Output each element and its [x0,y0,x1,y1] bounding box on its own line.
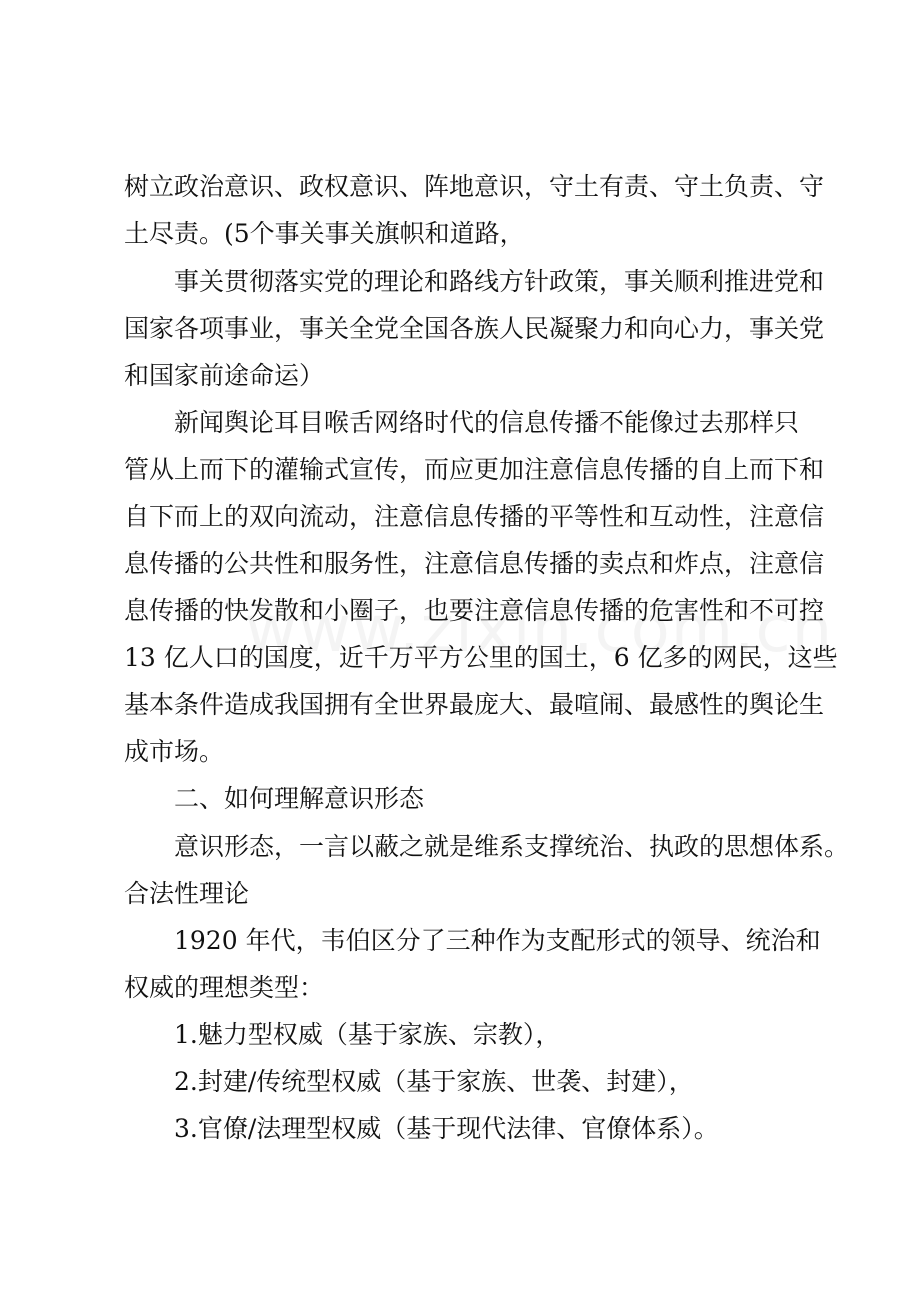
line-text: 息传播的公共性和服务性，注意信息传播的卖点和炸点，注意信 [124,549,825,578]
line-text: 基本条件造成我国拥有全世界最庞大、最喧闹、最感性的舆论生 [124,690,825,719]
line-text: 1.魅力型权威（基于家族、宗教）， [174,1020,561,1049]
line-text: 1920 年代，韦伯区分了三种作为支配形式的领导、统治和 [174,926,821,955]
text-line [0,685,920,725]
text-line [0,403,920,443]
text-line [0,167,920,207]
text-line [0,497,920,537]
text-line [0,214,920,254]
text-line [0,356,920,396]
text-line [0,921,920,961]
line-text: 意识形态，一言以蔽之就是维系支撑统治、执政的思想体系。 [174,832,850,861]
line-text: 3.官僚/法理型权威（基于现代法律、官僚体系）。 [174,1114,719,1143]
line-text: 2.封建/传统型权威（基于家族、世袭、封建）， [174,1067,694,1096]
line-text: 国家各项事业，事关全党全国各族人民凝聚力和向心力，事关党 [124,314,825,343]
line-text: 新闻舆论耳目喉舌网络时代的信息传播不能像过去那样只 [174,408,800,437]
text-line [0,732,920,772]
line-text: 事关贯彻落实党的理论和路线方针政策，事关顺利推进党和 [174,267,825,296]
text-line [0,262,920,302]
text-line [0,638,920,678]
line-text: 合法性理论 [124,879,250,908]
list-item [0,1062,920,1102]
text-line [0,968,920,1008]
line-text: 和国家前途命运） [124,361,325,390]
line-text: 权威的理想类型： [124,973,325,1002]
line-text: 息传播的快发散和小圈子，也要注意信息传播的危害性和不可控 [124,596,825,625]
text-line [0,827,920,867]
text-line [0,309,920,349]
line-text: 管从上而下的灌输式宣传，而应更加注意信息传播的自上而下和 [124,455,825,484]
line-text: 自下而上的双向流动，注意信息传播的平等性和互动性，注意信 [124,502,825,531]
text-line [0,450,920,490]
line-text: 二、如何理解意识形态 [174,784,425,813]
text-line [0,591,920,631]
line-text: 成市场。 [124,737,225,766]
line-text: 树立政治意识、政权意识、阵地意识，守土有责、守土负责、守 [124,172,825,201]
text-line [0,544,920,584]
line-text: 土尽责。(5个事关事关旗帜和道路， [124,219,525,248]
text-line [0,874,920,914]
section-heading [0,779,920,819]
list-item [0,1015,920,1055]
list-item [0,1109,920,1149]
line-text: 13 亿人口的国度，近千万平方公里的国土，6 亿多的网民，这些 [124,643,838,672]
